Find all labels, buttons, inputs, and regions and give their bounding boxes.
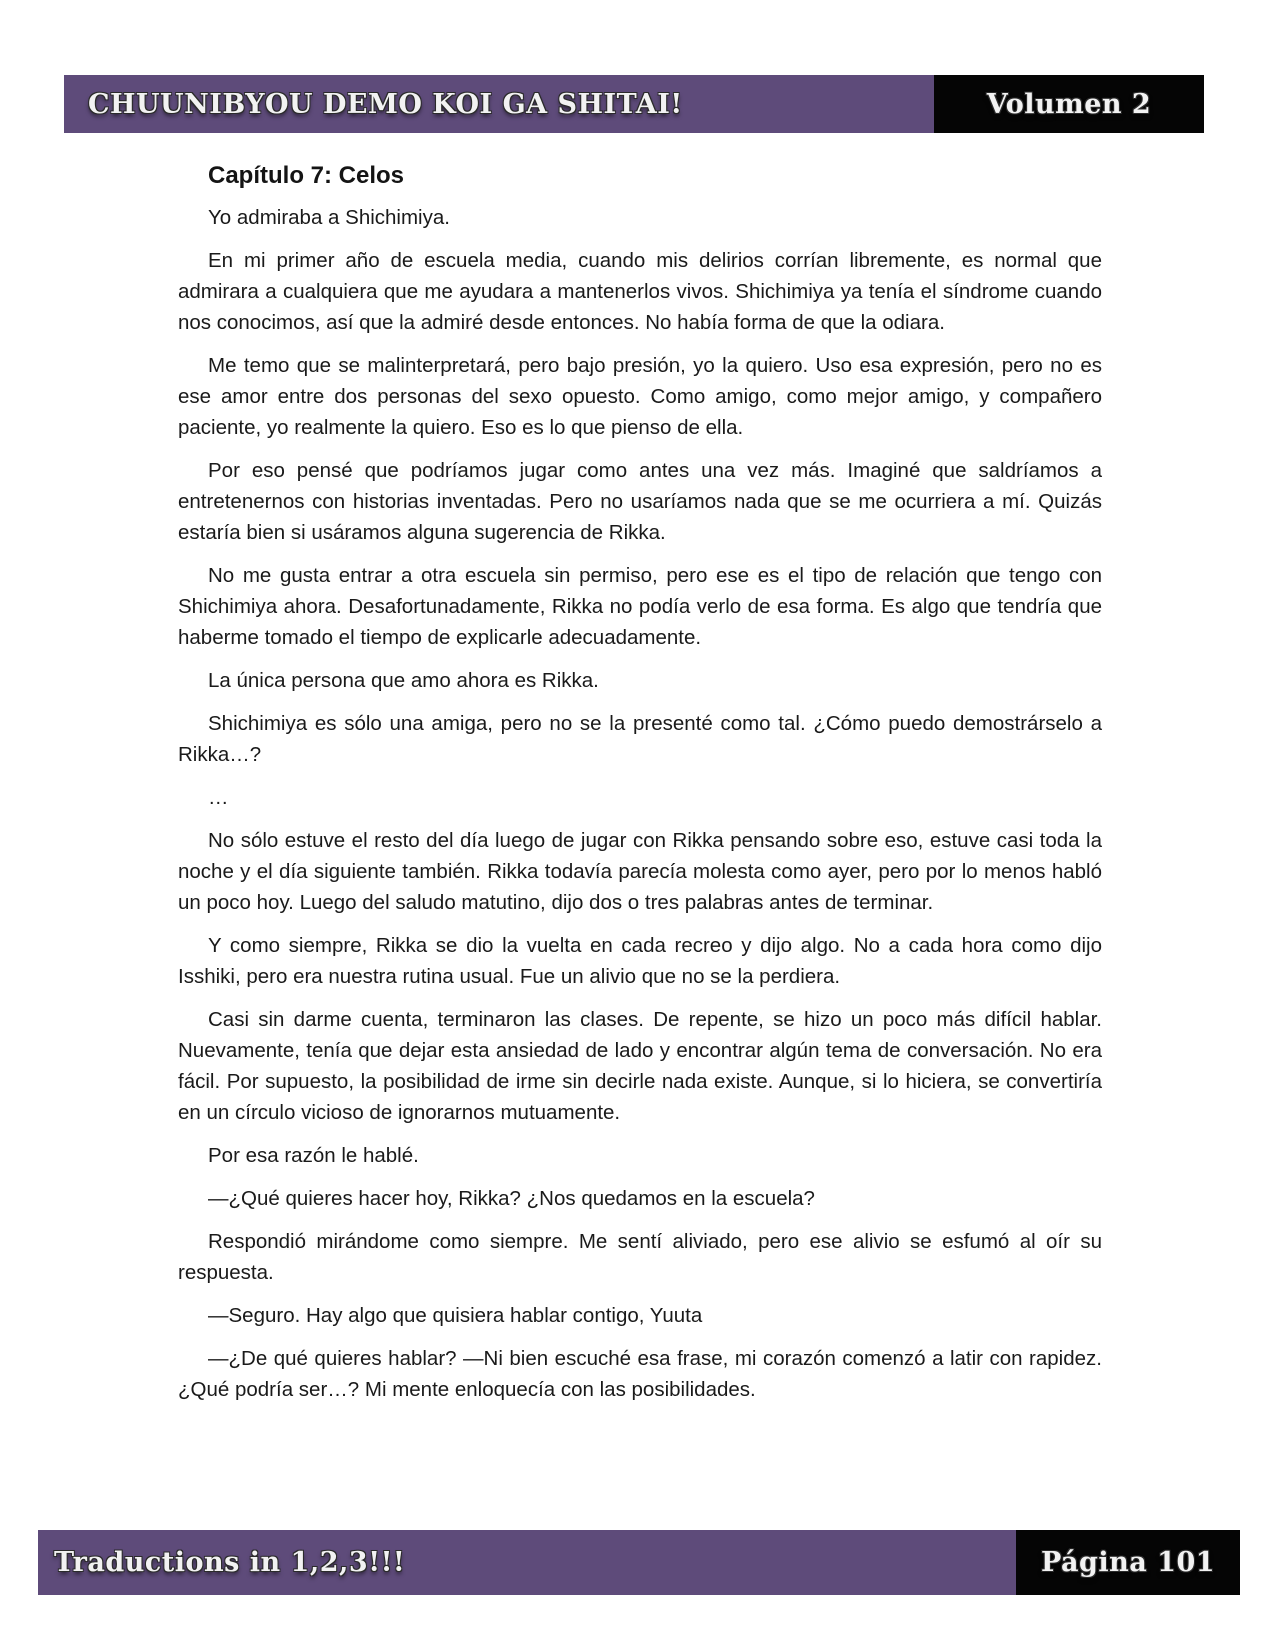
paragraph: Casi sin darme cuenta, terminaron las clases. De repente, se hizo un poco más difícil hablar. Nuevamente, tenía que dejar esta ansiedad de lado y encontrar algún tema de conversación. No era fácil. Por supuesto, la posibilidad de irme sin decirle nada existe. Aunque, si lo hiciera, se convertiría en un círculo vicioso de ignorarnos mutuamente. (178, 1008, 1102, 1124)
header-title-panel (64, 75, 934, 133)
footer-credit-panel (38, 1530, 1016, 1595)
paragraph: Respondió mirándome como siempre. Me sentí aliviado, pero ese alivio se esfumó al oír su respuesta. (178, 1230, 1102, 1284)
page-number: Página 101 (1040, 1547, 1216, 1578)
paragraph-ellipsis: … (208, 786, 229, 809)
chapter-title: Capítulo 7: Celos (208, 162, 405, 189)
paragraph: Yo admiraba a Shichimiya. (208, 206, 450, 229)
paragraph: Por esa razón le hablé. (208, 1144, 419, 1167)
paragraph: Shichimiya es sólo una amiga, pero no se la presenté como tal. ¿Cómo puedo demostrárselo a Rikka…? (178, 712, 1102, 766)
paragraph: La única persona que amo ahora es Rikka. (208, 669, 599, 692)
translator-credit: Traductions in 1,2,3!!! (54, 1547, 406, 1578)
dialogue-line: —¿De qué quieres hablar? —Ni bien escuché esa frase, mi corazón comenzó a latir con rapidez. ¿Qué podría ser…? Mi mente enloquecía con las posibilidades. (178, 1347, 1102, 1401)
footer-page-panel (1016, 1530, 1240, 1595)
paragraph: Me temo que se malinterpretará, pero bajo presión, yo la quiero. Uso esa expresión, pero no es ese amor entre dos personas del sexo opuesto. Como amigo, como mejor amigo, y compañero paciente, yo realmente la quiero. Eso es lo que pienso de ella. (178, 354, 1102, 439)
paragraph: En mi primer año de escuela media, cuando mis delirios corrían libremente, es normal que admirara a cualquiera que me ayudara a mantenerlos vivos. Shichimiya ya tenía el síndrome cuando nos conocimos, así que la admiré desde entonces. No había forma de que la odiara. (178, 249, 1102, 334)
dialogue-line: —¿Qué quieres hacer hoy, Rikka? ¿Nos quedamos en la escuela? (208, 1187, 815, 1210)
page-body (178, 162, 1102, 1417)
dialogue-line: —Seguro. Hay algo que quisiera hablar contigo, Yuuta (208, 1304, 703, 1327)
volume-label: Volumen 2 (986, 88, 1152, 120)
series-title: CHUUNIBYOU DEMO KOI GA SHITAI! (88, 88, 683, 120)
paragraph: No sólo estuve el resto del día luego de jugar con Rikka pensando sobre eso, estuve casi toda la noche y el día siguiente también. Rikka todavía parecía molesta como ayer, pero por lo menos habló un poco hoy. Luego del saludo matutino, dijo dos o tres palabras antes de terminar. (178, 829, 1102, 914)
header-banner (64, 75, 1204, 133)
footer-banner (38, 1530, 1240, 1595)
header-volume-panel (934, 75, 1204, 133)
paragraph: No me gusta entrar a otra escuela sin permiso, pero ese es el tipo de relación que tengo con Shichimiya ahora. Desafortunadamente, Rikka no podía verlo de esa forma. Es algo que tendría que haberme tomado el tiempo de explicarle adecuadamente. (178, 564, 1102, 649)
paragraph: Por eso pensé que podríamos jugar como antes una vez más. Imaginé que saldríamos a entretenernos con historias inventadas. Pero no usaríamos nada que se me ocurriera a mí. Quizás estaría bien si usáramos alguna sugerencia de Rikka. (178, 459, 1102, 544)
paragraph: Y como siempre, Rikka se dio la vuelta en cada recreo y dijo algo. No a cada hora como dijo Isshiki, pero era nuestra rutina usual. Fue un alivio que no se la perdiera. (178, 934, 1102, 988)
